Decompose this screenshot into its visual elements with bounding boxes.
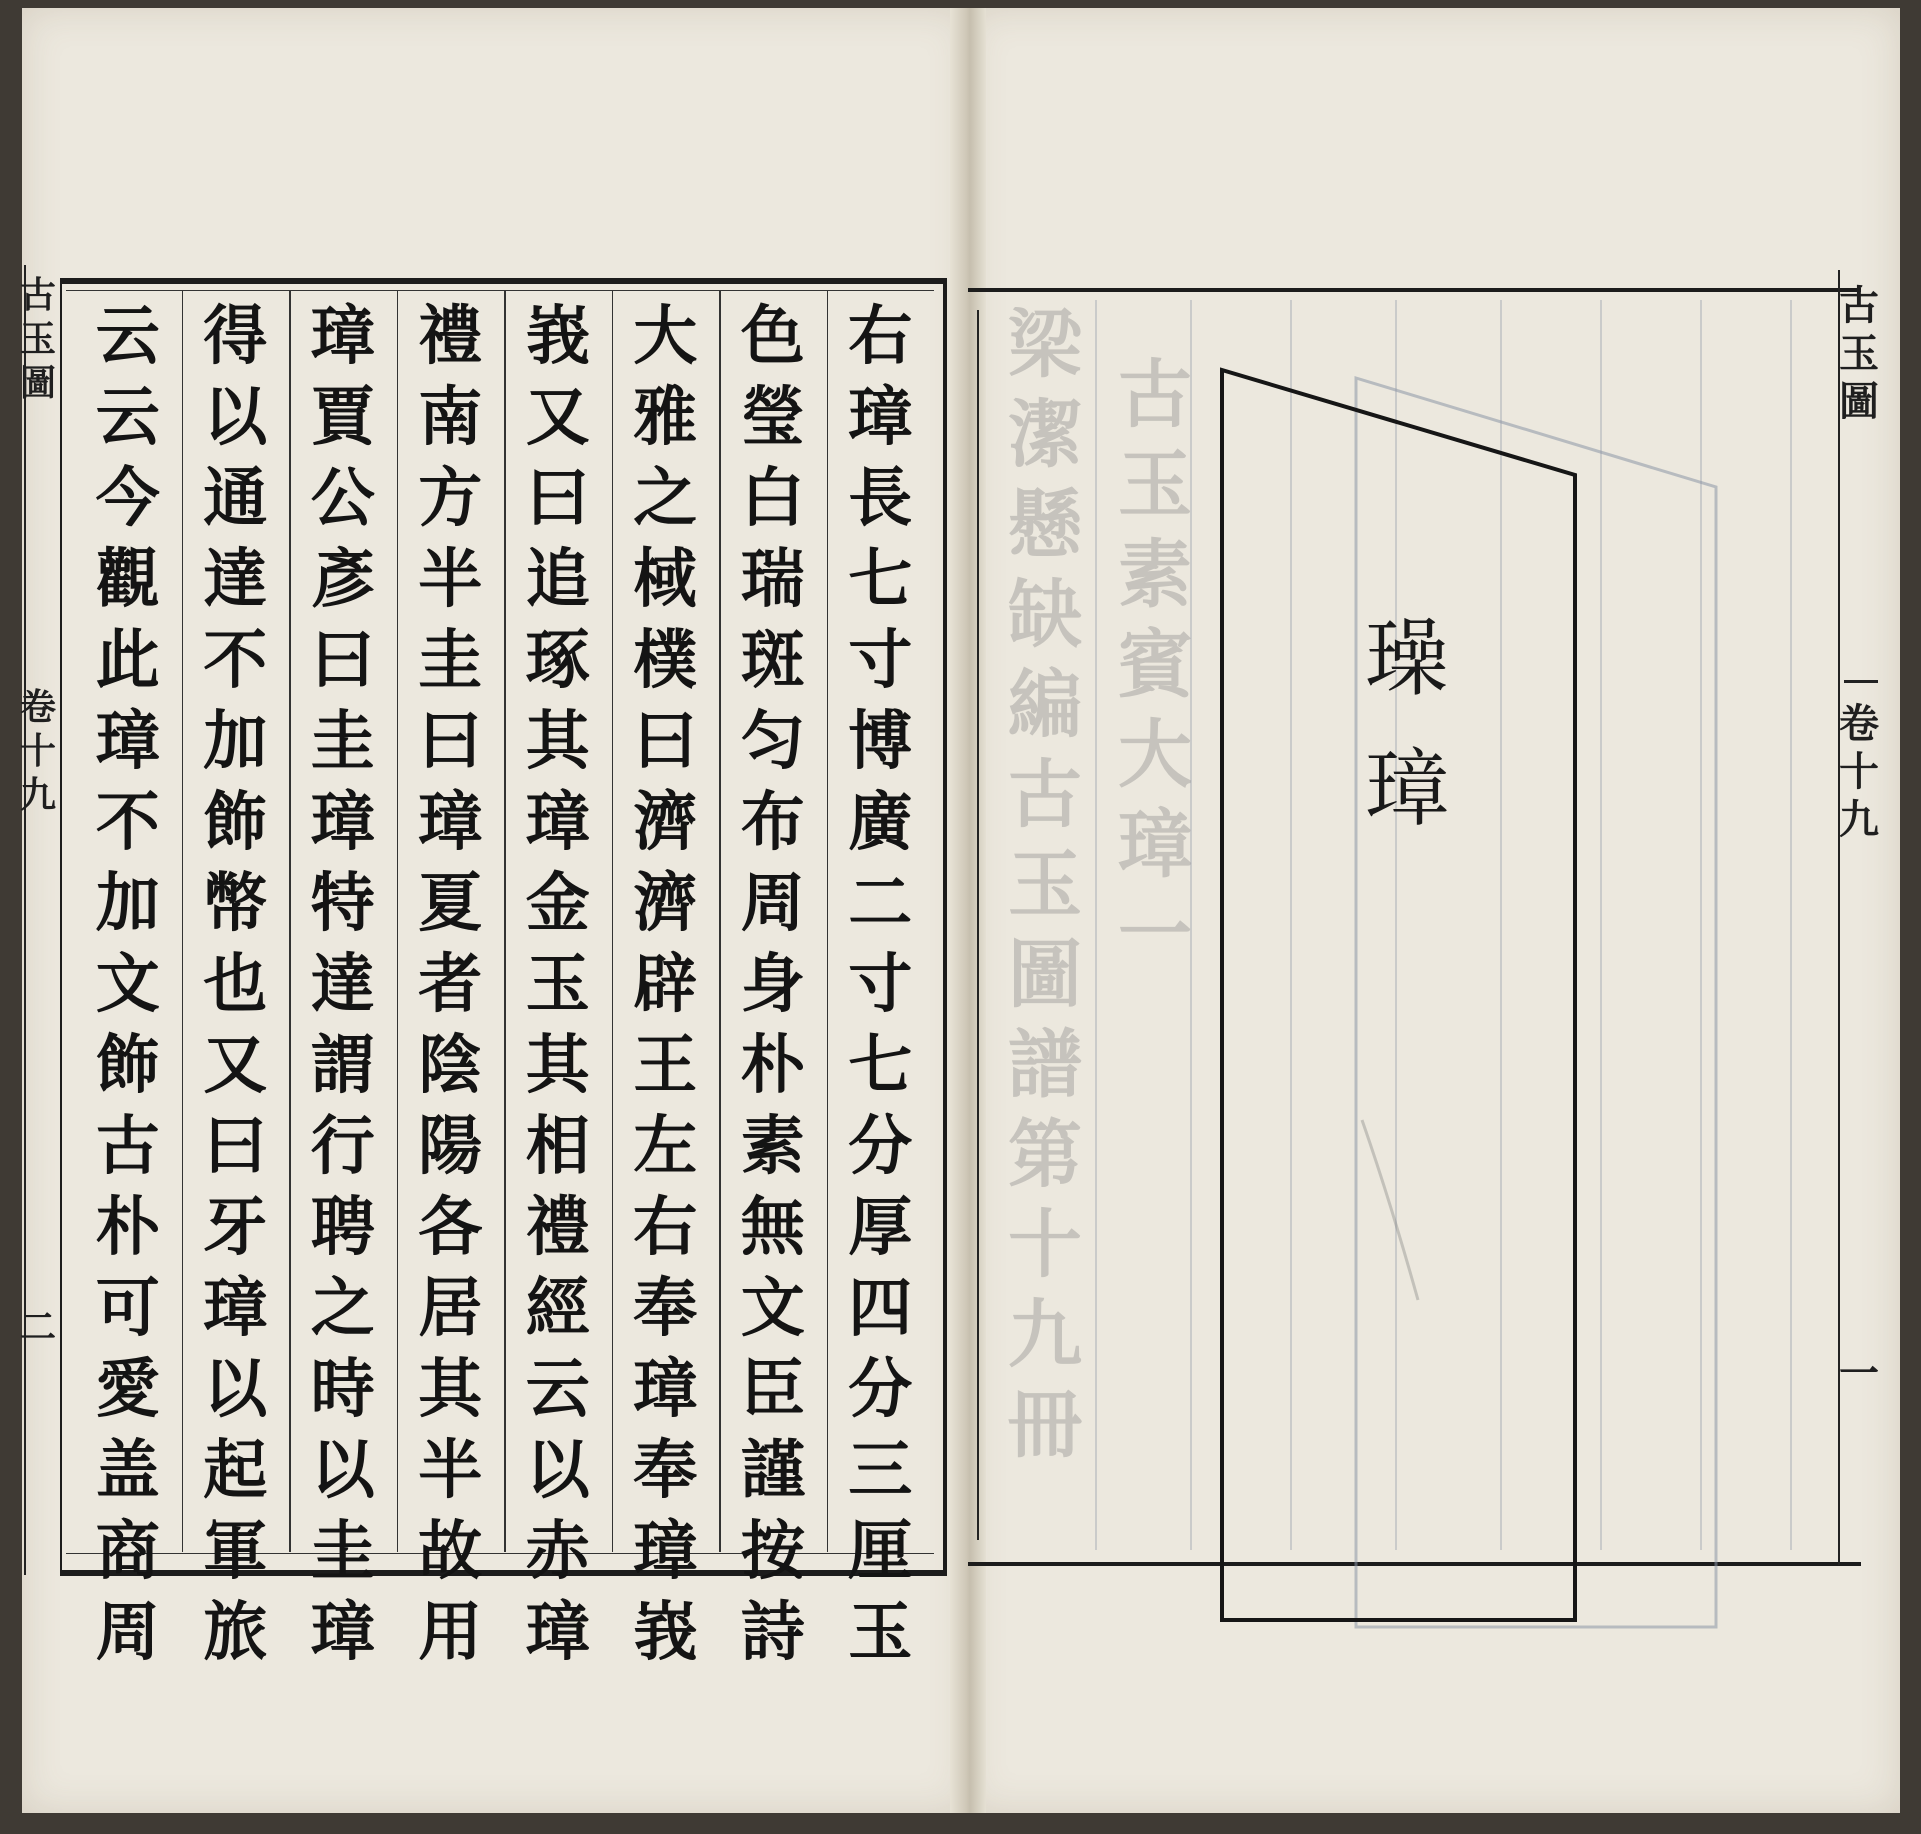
glyph: 各: [418, 1190, 483, 1265]
glyph: 也: [203, 947, 268, 1022]
bleed-glyph: 九: [1008, 1292, 1082, 1378]
glyph: 奉: [633, 1433, 698, 1508]
glyph: 彥: [310, 542, 375, 617]
glyph: 飾: [203, 785, 268, 860]
bleed-glyph: 圖: [1008, 932, 1082, 1018]
glyph: 旅: [203, 1595, 268, 1670]
glyph: 追: [525, 542, 590, 617]
right-margin-volume: 卷十九: [1839, 700, 1879, 843]
glyph: 愛: [95, 1352, 160, 1427]
glyph: 其: [525, 704, 590, 779]
glyph: 古: [95, 1109, 160, 1184]
glyph: 二: [848, 866, 913, 941]
glyph: 厘: [848, 1514, 913, 1589]
bleed-glyph: 大: [1118, 712, 1192, 798]
glyph: 軍: [203, 1514, 268, 1589]
glyph: 不: [95, 785, 160, 860]
glyph: 璋: [310, 785, 375, 860]
bleed-glyph: 譜: [1008, 1022, 1082, 1108]
glyph: 今: [95, 461, 160, 536]
glyph: 用: [418, 1595, 483, 1670]
glyph: 飾: [95, 1028, 160, 1103]
glyph: 云: [95, 380, 160, 455]
glyph: 商: [95, 1514, 160, 1589]
tablet-shadow-outline: [1356, 378, 1716, 1627]
glyph: 周: [740, 866, 805, 941]
glyph: 故: [418, 1514, 483, 1589]
glyph: 四: [848, 1271, 913, 1346]
glyph: 樸: [633, 623, 698, 698]
glyph: 雅: [633, 380, 698, 455]
caption-char-2: 璋: [1364, 740, 1449, 838]
left-margin-page-number: 二: [19, 1306, 56, 1348]
glyph: 圭: [310, 704, 375, 779]
glyph: 以: [310, 1433, 375, 1508]
glyph: 臣: [740, 1352, 805, 1427]
glyph: 玉: [525, 947, 590, 1022]
glyph: 峩: [633, 1595, 698, 1670]
glyph: 峩: [525, 299, 590, 374]
glyph: 文: [740, 1271, 805, 1346]
glyph: 盖: [95, 1433, 160, 1508]
bleed-glyph: 一: [1118, 892, 1192, 978]
glyph: 璋: [848, 380, 913, 455]
glyph: 夏: [418, 866, 483, 941]
glyph: 牙: [203, 1190, 268, 1265]
glyph: 左: [633, 1109, 698, 1184]
right-page-margin: [1838, 270, 1882, 1565]
glyph: 右: [848, 299, 913, 374]
glyph: 斑: [740, 623, 805, 698]
bleed-glyph: 潔: [1008, 392, 1082, 478]
glyph: 云: [525, 1352, 590, 1427]
glyph: 身: [740, 947, 805, 1022]
glyph: 其: [525, 1028, 590, 1103]
glyph: 廣: [848, 785, 913, 860]
glyph: 璋: [203, 1271, 268, 1346]
glyph: 此: [95, 623, 160, 698]
glyph: 瑩: [740, 380, 805, 455]
glyph: 文: [95, 947, 160, 1022]
glyph: 以: [525, 1433, 590, 1508]
glyph: 璋: [525, 785, 590, 860]
glyph: 朴: [95, 1190, 160, 1265]
glyph: 琢: [525, 623, 590, 698]
glyph: 聘: [310, 1190, 375, 1265]
glyph: 璋: [633, 1514, 698, 1589]
right-margin-title: 古玉圖: [1839, 282, 1879, 425]
glyph: 七: [848, 542, 913, 617]
glyph: 棫: [633, 542, 698, 617]
glyph: 赤: [525, 1514, 590, 1589]
glyph: 行: [310, 1109, 375, 1184]
glyph: 詩: [740, 1595, 805, 1670]
glyph: 無: [740, 1190, 805, 1265]
glyph: 璋: [310, 1595, 375, 1670]
glyph: 右: [633, 1190, 698, 1265]
glyph: 半: [418, 1433, 483, 1508]
glyph: 王: [633, 1028, 698, 1103]
bleed-glyph: 十: [1008, 1202, 1082, 1288]
glyph: 濟: [633, 866, 698, 941]
glyph: 得: [203, 299, 268, 374]
glyph: 色: [740, 299, 805, 374]
glyph: 圭: [418, 623, 483, 698]
glyph: 經: [525, 1271, 590, 1346]
glyph: 圭: [310, 1514, 375, 1589]
glyph: 相: [525, 1109, 590, 1184]
glyph: 璋: [525, 1595, 590, 1670]
glyph: 謂: [310, 1028, 375, 1103]
glyph: 禮: [418, 299, 483, 374]
bleed-glyph: 懸: [1008, 482, 1082, 568]
glyph: 之: [633, 461, 698, 536]
glyph: 達: [310, 947, 375, 1022]
glyph: 博: [848, 704, 913, 779]
glyph: 起: [203, 1433, 268, 1508]
glyph: 曰: [203, 1109, 268, 1184]
caption-char-1: 璪: [1364, 610, 1449, 708]
glyph: 匀: [740, 704, 805, 779]
glyph: 加: [203, 704, 268, 779]
bleed-glyph: 玉: [1118, 442, 1192, 528]
glyph: 陽: [418, 1109, 483, 1184]
glyph: 濟: [633, 785, 698, 860]
glyph: 半: [418, 542, 483, 617]
glyph: 璋: [95, 704, 160, 779]
left-margin-title: 古玉圖: [19, 274, 56, 404]
glyph: 幣: [203, 866, 268, 941]
glyph: 七: [848, 1028, 913, 1103]
glyph: 大: [633, 299, 698, 374]
glyph: 朴: [740, 1028, 805, 1103]
glyph: 不: [203, 623, 268, 698]
glyph: 曰: [310, 623, 375, 698]
glyph: 以: [203, 380, 268, 455]
right-margin-page-number: 一: [1839, 1350, 1879, 1397]
bleed-glyph: 素: [1118, 532, 1192, 618]
glyph: 陰: [418, 1028, 483, 1103]
glyph: 曰: [525, 461, 590, 536]
bleed-glyph: 梁: [1008, 302, 1082, 388]
glyph: 居: [418, 1271, 483, 1346]
glyph: 云: [95, 299, 160, 374]
glyph: 長: [848, 461, 913, 536]
glyph: 又: [203, 1028, 268, 1103]
glyph: 分: [848, 1352, 913, 1427]
bleed-glyph: 古: [1118, 352, 1192, 438]
glyph: 又: [525, 380, 590, 455]
glyph: 達: [203, 542, 268, 617]
glyph: 寸: [848, 947, 913, 1022]
glyph: 曰: [418, 704, 483, 779]
glyph: 分: [848, 1109, 913, 1184]
glyph: 金: [525, 866, 590, 941]
glyph: 辟: [633, 947, 698, 1022]
glyph: 方: [418, 461, 483, 536]
bleed-glyph: 賓: [1118, 622, 1192, 708]
illustration-caption: [1352, 594, 1462, 854]
bleed-glyph: 玉: [1008, 842, 1082, 928]
glyph: 禮: [525, 1190, 590, 1265]
glyph: 南: [418, 380, 483, 455]
glyph: 璋: [633, 1352, 698, 1427]
glyph: 玉: [848, 1595, 913, 1670]
bleed-glyph: 冊: [1008, 1382, 1082, 1468]
glyph: 特: [310, 866, 375, 941]
bleed-glyph: 璋: [1118, 802, 1192, 888]
glyph: 者: [418, 947, 483, 1022]
glyph: 可: [95, 1271, 160, 1346]
glyph: 瑞: [740, 542, 805, 617]
glyph: 之: [310, 1271, 375, 1346]
glyph: 布: [740, 785, 805, 860]
bleed-glyph: 第: [1008, 1112, 1082, 1198]
left-margin-volume: 卷十九: [19, 686, 56, 816]
bleed-glyph: 編: [1008, 662, 1082, 748]
glyph: 璋: [418, 785, 483, 860]
glyph: 通: [203, 461, 268, 536]
glyph: 璋: [310, 299, 375, 374]
glyph: 周: [95, 1595, 160, 1670]
glyph: 加: [95, 866, 160, 941]
glyph: 白: [740, 461, 805, 536]
glyph: 按: [740, 1514, 805, 1589]
glyph: 三: [848, 1433, 913, 1508]
glyph: 奉: [633, 1271, 698, 1346]
glyph: 厚: [848, 1190, 913, 1265]
glyph: 賈: [310, 380, 375, 455]
bleed-glyph: 缺: [1008, 572, 1082, 658]
glyph: 以: [203, 1352, 268, 1427]
glyph: 公: [310, 461, 375, 536]
tablet-mark: [1362, 1120, 1418, 1300]
glyph: 時: [310, 1352, 375, 1427]
tablet-outline: [1222, 370, 1575, 1620]
glyph: 謹: [740, 1433, 805, 1508]
glyph: 其: [418, 1352, 483, 1427]
glyph: 素: [740, 1109, 805, 1184]
glyph: 觀: [95, 542, 160, 617]
glyph: 曰: [633, 704, 698, 779]
bleed-glyph: 古: [1008, 752, 1082, 838]
glyph: 寸: [848, 623, 913, 698]
